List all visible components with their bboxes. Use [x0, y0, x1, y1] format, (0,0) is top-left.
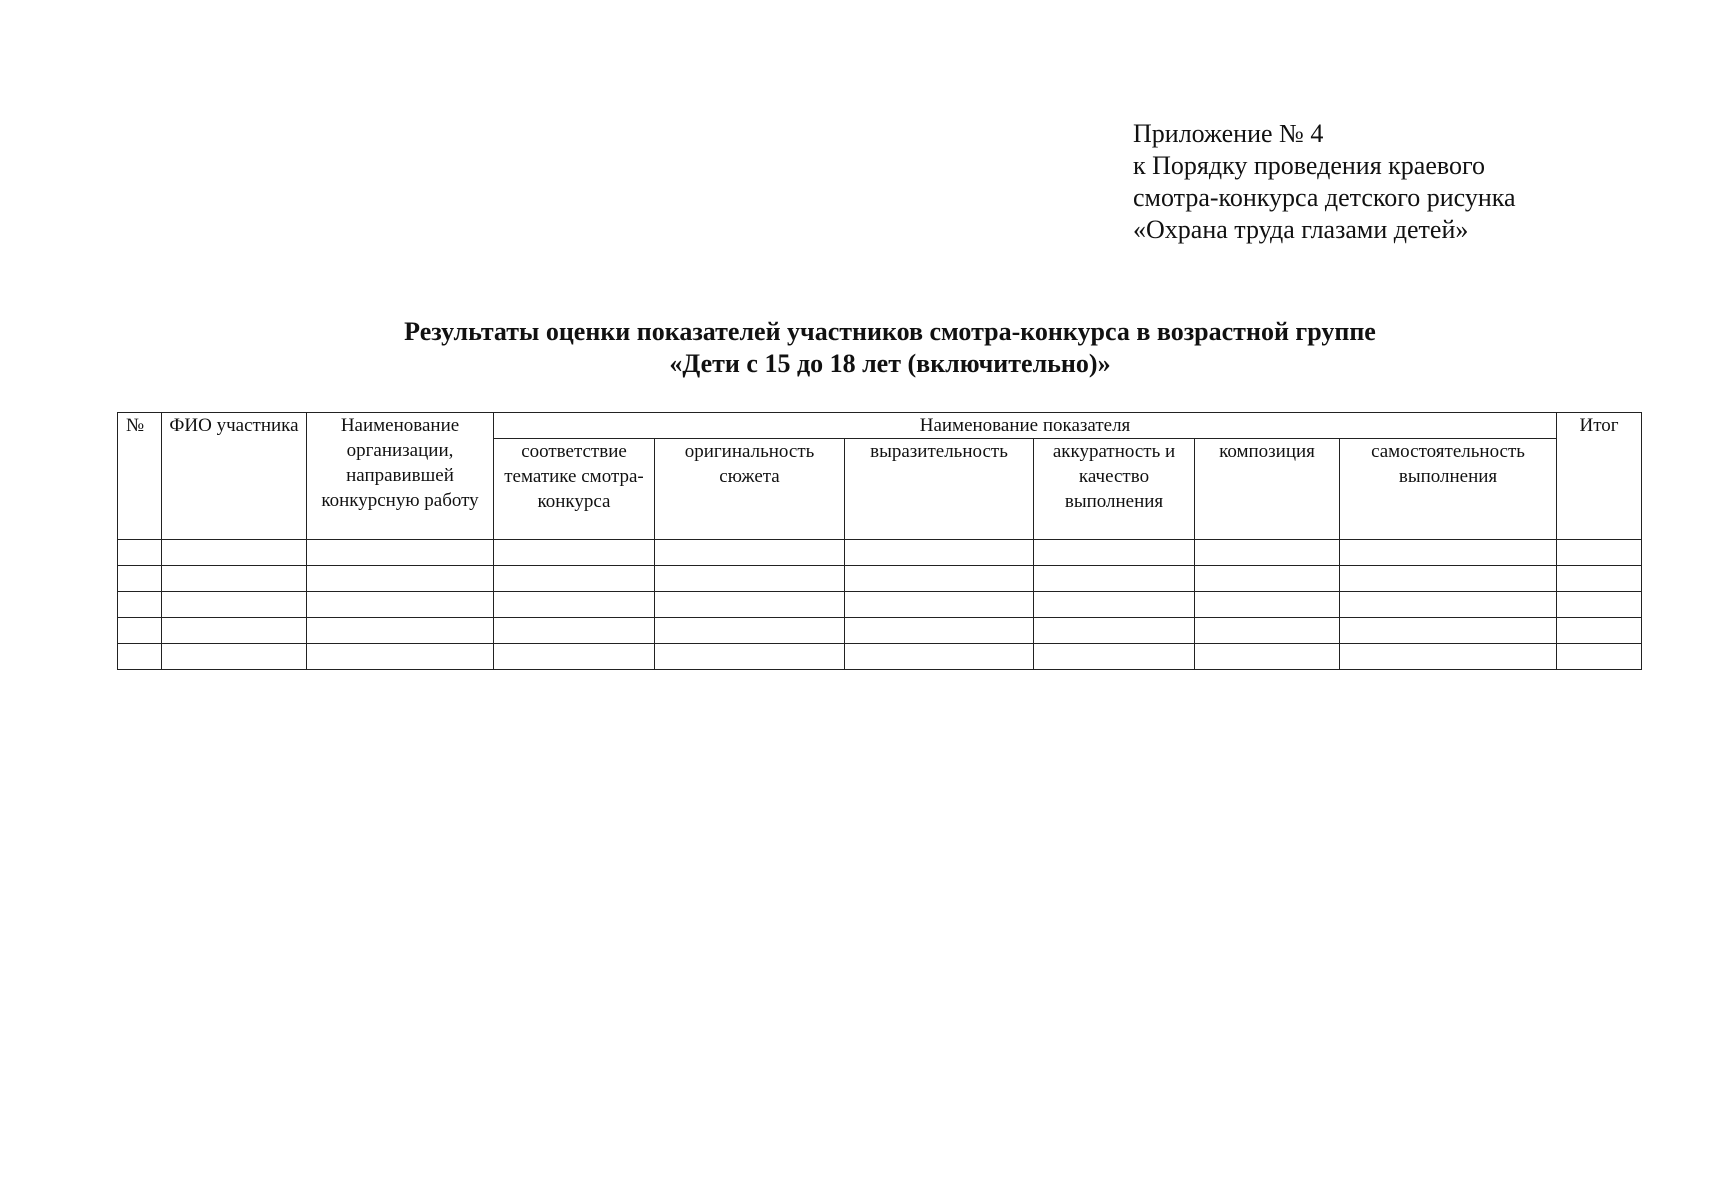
- title-line-2: «Дети с 15 до 18 лет (включительно)»: [669, 349, 1111, 378]
- table-cell: [1195, 566, 1340, 592]
- document-title: [0, 316, 1715, 380]
- table-cell: [1340, 644, 1557, 670]
- table-cell: [494, 618, 655, 644]
- table-cell: [1557, 618, 1642, 644]
- table-cell: [1034, 644, 1195, 670]
- table-cell: [1557, 566, 1642, 592]
- table-cell: [162, 592, 307, 618]
- table-cell: [845, 618, 1034, 644]
- header-indicator-originality: оригинальность сюжета: [655, 439, 845, 540]
- table-cell: [655, 540, 845, 566]
- table-cell: [1340, 540, 1557, 566]
- header-total: Итог: [1557, 413, 1642, 540]
- title-line-1: Результаты оценки показателей участников смотра-конкурса в возрастной группе: [404, 317, 1376, 346]
- table-row: [118, 540, 1642, 566]
- table-cell: [307, 592, 494, 618]
- table-cell: [307, 644, 494, 670]
- header-indicator-accuracy: аккуратность и качество выполнения: [1034, 439, 1195, 540]
- header-indicator-theme: соответствие тематике смотра-конкурса: [494, 439, 655, 540]
- table-cell: [162, 540, 307, 566]
- table-cell: [118, 592, 162, 618]
- table-row: [118, 592, 1642, 618]
- annex-line-2: к Порядку проведения краевого: [1133, 151, 1485, 180]
- table-cell: [118, 566, 162, 592]
- table-cell: [307, 618, 494, 644]
- table-cell: [1340, 592, 1557, 618]
- table-cell: [845, 566, 1034, 592]
- table-cell: [162, 618, 307, 644]
- results-table: [117, 412, 1642, 670]
- table-cell: [118, 618, 162, 644]
- table-cell: [1195, 644, 1340, 670]
- table-cell: [845, 592, 1034, 618]
- table-cell: [655, 566, 845, 592]
- header-indicator-composition: композиция: [1195, 439, 1340, 540]
- table-cell: [494, 644, 655, 670]
- table-cell: [655, 644, 845, 670]
- header-indicator-independence: самостоятельность выполнения: [1340, 439, 1557, 540]
- table-cell: [655, 592, 845, 618]
- table-cell: [845, 644, 1034, 670]
- annex-block: [1133, 118, 1516, 246]
- table-cell: [494, 566, 655, 592]
- table-row: [118, 566, 1642, 592]
- table-cell: [1034, 618, 1195, 644]
- header-num: №: [118, 413, 162, 540]
- table-cell: [1034, 540, 1195, 566]
- table-row: [118, 644, 1642, 670]
- table-cell: [162, 566, 307, 592]
- table-cell: [1340, 566, 1557, 592]
- table-cell: [1557, 592, 1642, 618]
- table-cell: [494, 540, 655, 566]
- table-body: [118, 540, 1642, 670]
- table-cell: [118, 644, 162, 670]
- table-cell: [1340, 618, 1557, 644]
- annex-line-4: «Охрана труда глазами детей»: [1133, 215, 1469, 244]
- table-cell: [1195, 592, 1340, 618]
- table-cell: [1557, 644, 1642, 670]
- table-cell: [1034, 592, 1195, 618]
- table-cell: [655, 618, 845, 644]
- table-cell: [118, 540, 162, 566]
- header-indicator-expressiveness: выразительность: [845, 439, 1034, 540]
- table-cell: [1034, 566, 1195, 592]
- table-cell: [1195, 540, 1340, 566]
- annex-line-3: смотра-конкурса детского рисунка: [1133, 183, 1516, 212]
- table-cell: [307, 540, 494, 566]
- table-row: [118, 618, 1642, 644]
- table-cell: [1195, 618, 1340, 644]
- table-cell: [494, 592, 655, 618]
- table-cell: [845, 540, 1034, 566]
- header-indicator-group: Наименование показателя: [494, 413, 1557, 439]
- table-cell: [307, 566, 494, 592]
- header-fio: ФИО участника: [162, 413, 307, 540]
- header-organization: Наименование организации, направившей конкурсную работу: [307, 413, 494, 540]
- table-cell: [162, 644, 307, 670]
- annex-line-1: Приложение № 4: [1133, 119, 1324, 148]
- table-cell: [1557, 540, 1642, 566]
